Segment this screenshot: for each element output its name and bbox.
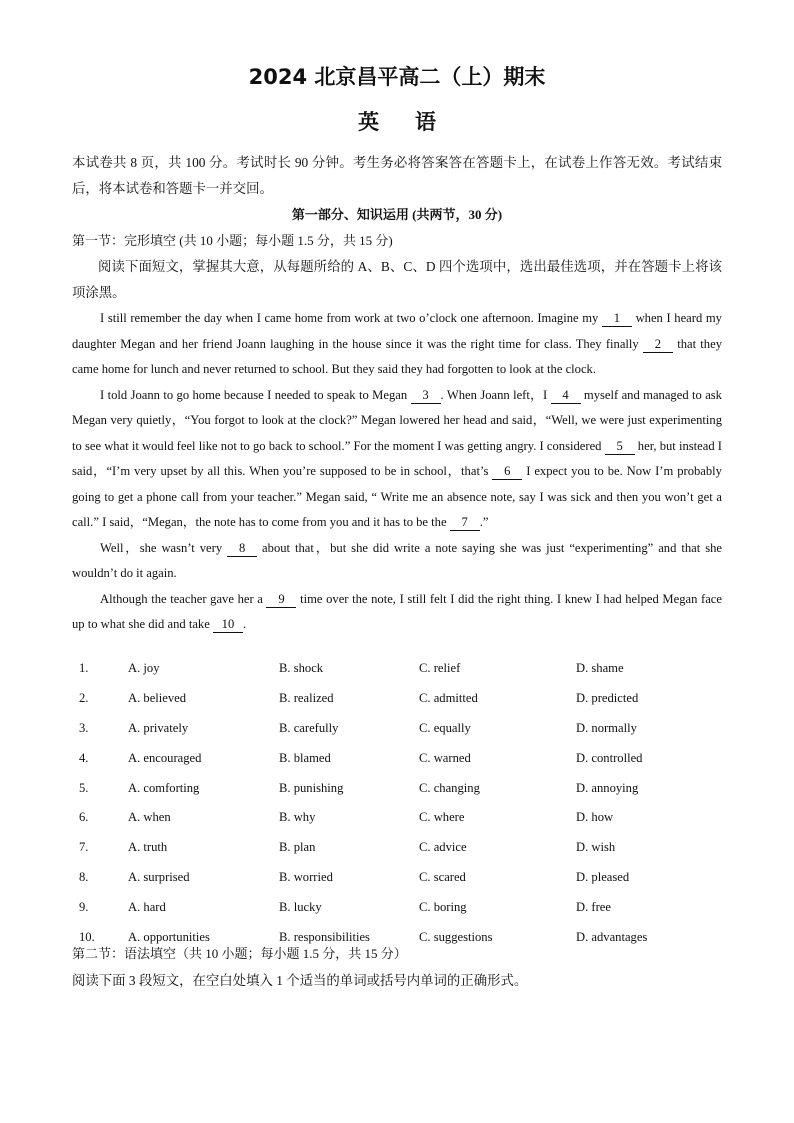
option-d: D. wish [576,840,616,855]
option-c: C. suggestions [419,929,493,944]
question-number: 5. [79,780,89,795]
option-a: A. when [128,810,171,825]
exam-page [72,60,722,994]
question-row [72,833,722,863]
passage-text: her, but instead I said，“I’m very upset by all this. When you’re supposed to be in school，that’s [72,438,722,478]
part1-heading: 第一部分、知识运用 (共两节，30 分) [291,207,503,222]
option-c: C. warned [419,750,471,765]
option-c: C. scared [419,870,466,885]
option-d: D. pleased [576,870,630,885]
option-a: A. surprised [128,870,190,885]
section2-instruction: 阅读下面 3 段短文，在空白处填入 1 个适当的单词或括号内单词的正确形式。 [72,973,528,989]
option-a: A. privately [128,720,189,735]
blank-9: 9 [266,592,296,608]
passage-text: I told Joann to go home because I needed to speak to Megan [100,387,411,402]
section1-heading: 第一节：完形填空 (共 10 小题；每小题 1.5 分，共 15 分) [72,233,393,248]
option-d: D. advantages [576,929,648,944]
option-a: A. comforting [128,780,200,795]
passage-text: . When Joann left，I [440,387,551,402]
passage-text: time over the note, I still felt I did the right thing. I knew I had helped Megan face up to what she did and take [72,591,722,631]
option-c: C. admitted [419,690,478,705]
blank-7: 7 [450,515,480,531]
section2-heading: 第二节：语法填空（共 10 小题；每小题 1.5 分，共 15 分） [72,946,407,962]
option-c: C. where [419,810,465,825]
option-c: C. boring [419,900,467,915]
question-row [72,683,722,713]
blank-6: 6 [492,464,522,480]
option-a: A. truth [128,840,168,855]
option-d: D. predicted [576,690,639,705]
passage-paragraph-3 [72,536,722,587]
option-c: C. relief [419,660,461,675]
question-number: 6. [79,810,89,825]
question-number: 7. [79,840,89,855]
question-number: 3. [79,720,89,735]
blank-5: 5 [605,439,635,455]
option-b: B. why [279,810,316,825]
question-row [72,893,722,923]
option-d: D. annoying [576,780,639,795]
question-row [72,773,722,803]
option-b: B. realized [279,690,334,705]
option-d: D. shame [576,660,624,675]
blank-1: 1 [602,311,632,327]
section1-instruction: 阅读下面短文，掌握其大意，从每题所给的 A、B、C、D 四个选项中，选出最佳选项，并在答题卡上将该项涂黑。 [72,259,722,300]
blank-2: 2 [643,337,673,353]
blank-4: 4 [551,388,581,404]
question-number: 2. [79,690,89,705]
question-number: 8. [79,870,89,885]
option-d: D. controlled [576,750,643,765]
question-row [72,654,722,684]
passage-text: about that，but she did write a note saying she was just “experimenting” and that she wouldn’t do it again. [72,540,722,580]
option-a: A. encouraged [128,750,202,765]
passage-text: .” [479,515,489,529]
question-row [72,743,722,773]
question-row [72,713,722,743]
option-d: D. free [576,900,611,915]
exam-instructions: 本试卷共 8 页，共 100 分。考试时长 90 分钟。考生务必将答案答在答题卡上，在试卷上作答无效。考试结束后，将本试卷和答题卡一并交回。 [72,155,722,196]
option-a: A. opportunities [128,929,210,944]
blank-8: 8 [227,541,257,557]
option-c: C. advice [419,840,467,855]
passage-paragraph-1 [72,306,722,383]
question-number: 10. [79,929,95,944]
subject-title: 英语 [358,110,472,134]
option-a: A. believed [128,690,187,705]
option-b: B. punishing [279,780,344,795]
passage-text: myself and managed to ask Megan very quietly，“You forgot to look at the clock?” Megan lowered her head and said，“Well, we were just experimenting to see what it would feel like not to go back to school.” For the moment I was getting angry. I considered [72,387,722,453]
option-c: C. equally [419,720,471,735]
blank-10: 10 [213,617,243,633]
question-number: 1. [79,660,89,675]
passage-paragraph-2 [72,383,722,536]
passage-text: Although the teacher gave her a [100,591,267,606]
option-d: D. normally [576,720,637,735]
question-row [72,803,722,833]
option-a: A. joy [128,660,160,675]
question-options [72,654,722,953]
question-number: 4. [79,750,89,765]
option-a: A. hard [128,900,166,915]
option-b: B. shock [279,660,324,675]
option-b: B. responsibilities [279,929,370,944]
question-number: 9. [79,900,89,915]
option-d: D. how [576,810,614,825]
blank-3: 3 [411,388,441,404]
option-b: B. plan [279,840,316,855]
passage-paragraph-4 [72,587,722,638]
passage-text: that they came home for lunch and never returned to school. But they said they had forgotten to look at the clock. [72,336,722,376]
question-row [72,863,722,893]
option-b: B. blamed [279,750,331,765]
exam-title: 2024 北京昌平高二（上）期末 [248,65,546,89]
passage-text: . [242,617,247,631]
passage-text: when I heard my daughter Megan and her friend Joann laughing in the house since it was the right time for class. They finally [72,311,722,351]
passage-text: I still remember the day when I came home from work at two o’clock one afternoon. Imagine my [100,311,602,325]
option-b: B. carefully [279,720,339,735]
passage-text: Well，she wasn’t very [100,540,228,555]
option-b: B. worried [279,870,333,885]
option-c: C. changing [419,780,480,795]
option-b: B. lucky [279,900,322,915]
passage-text: I expect you to be. Now I’m probably going to get a phone call from your teacher.” Megan said, “ Write me an absence note, say I was sick and then you won’t get a call.” I said，“Megan，the note has to come from you and it has to be the [72,464,722,529]
